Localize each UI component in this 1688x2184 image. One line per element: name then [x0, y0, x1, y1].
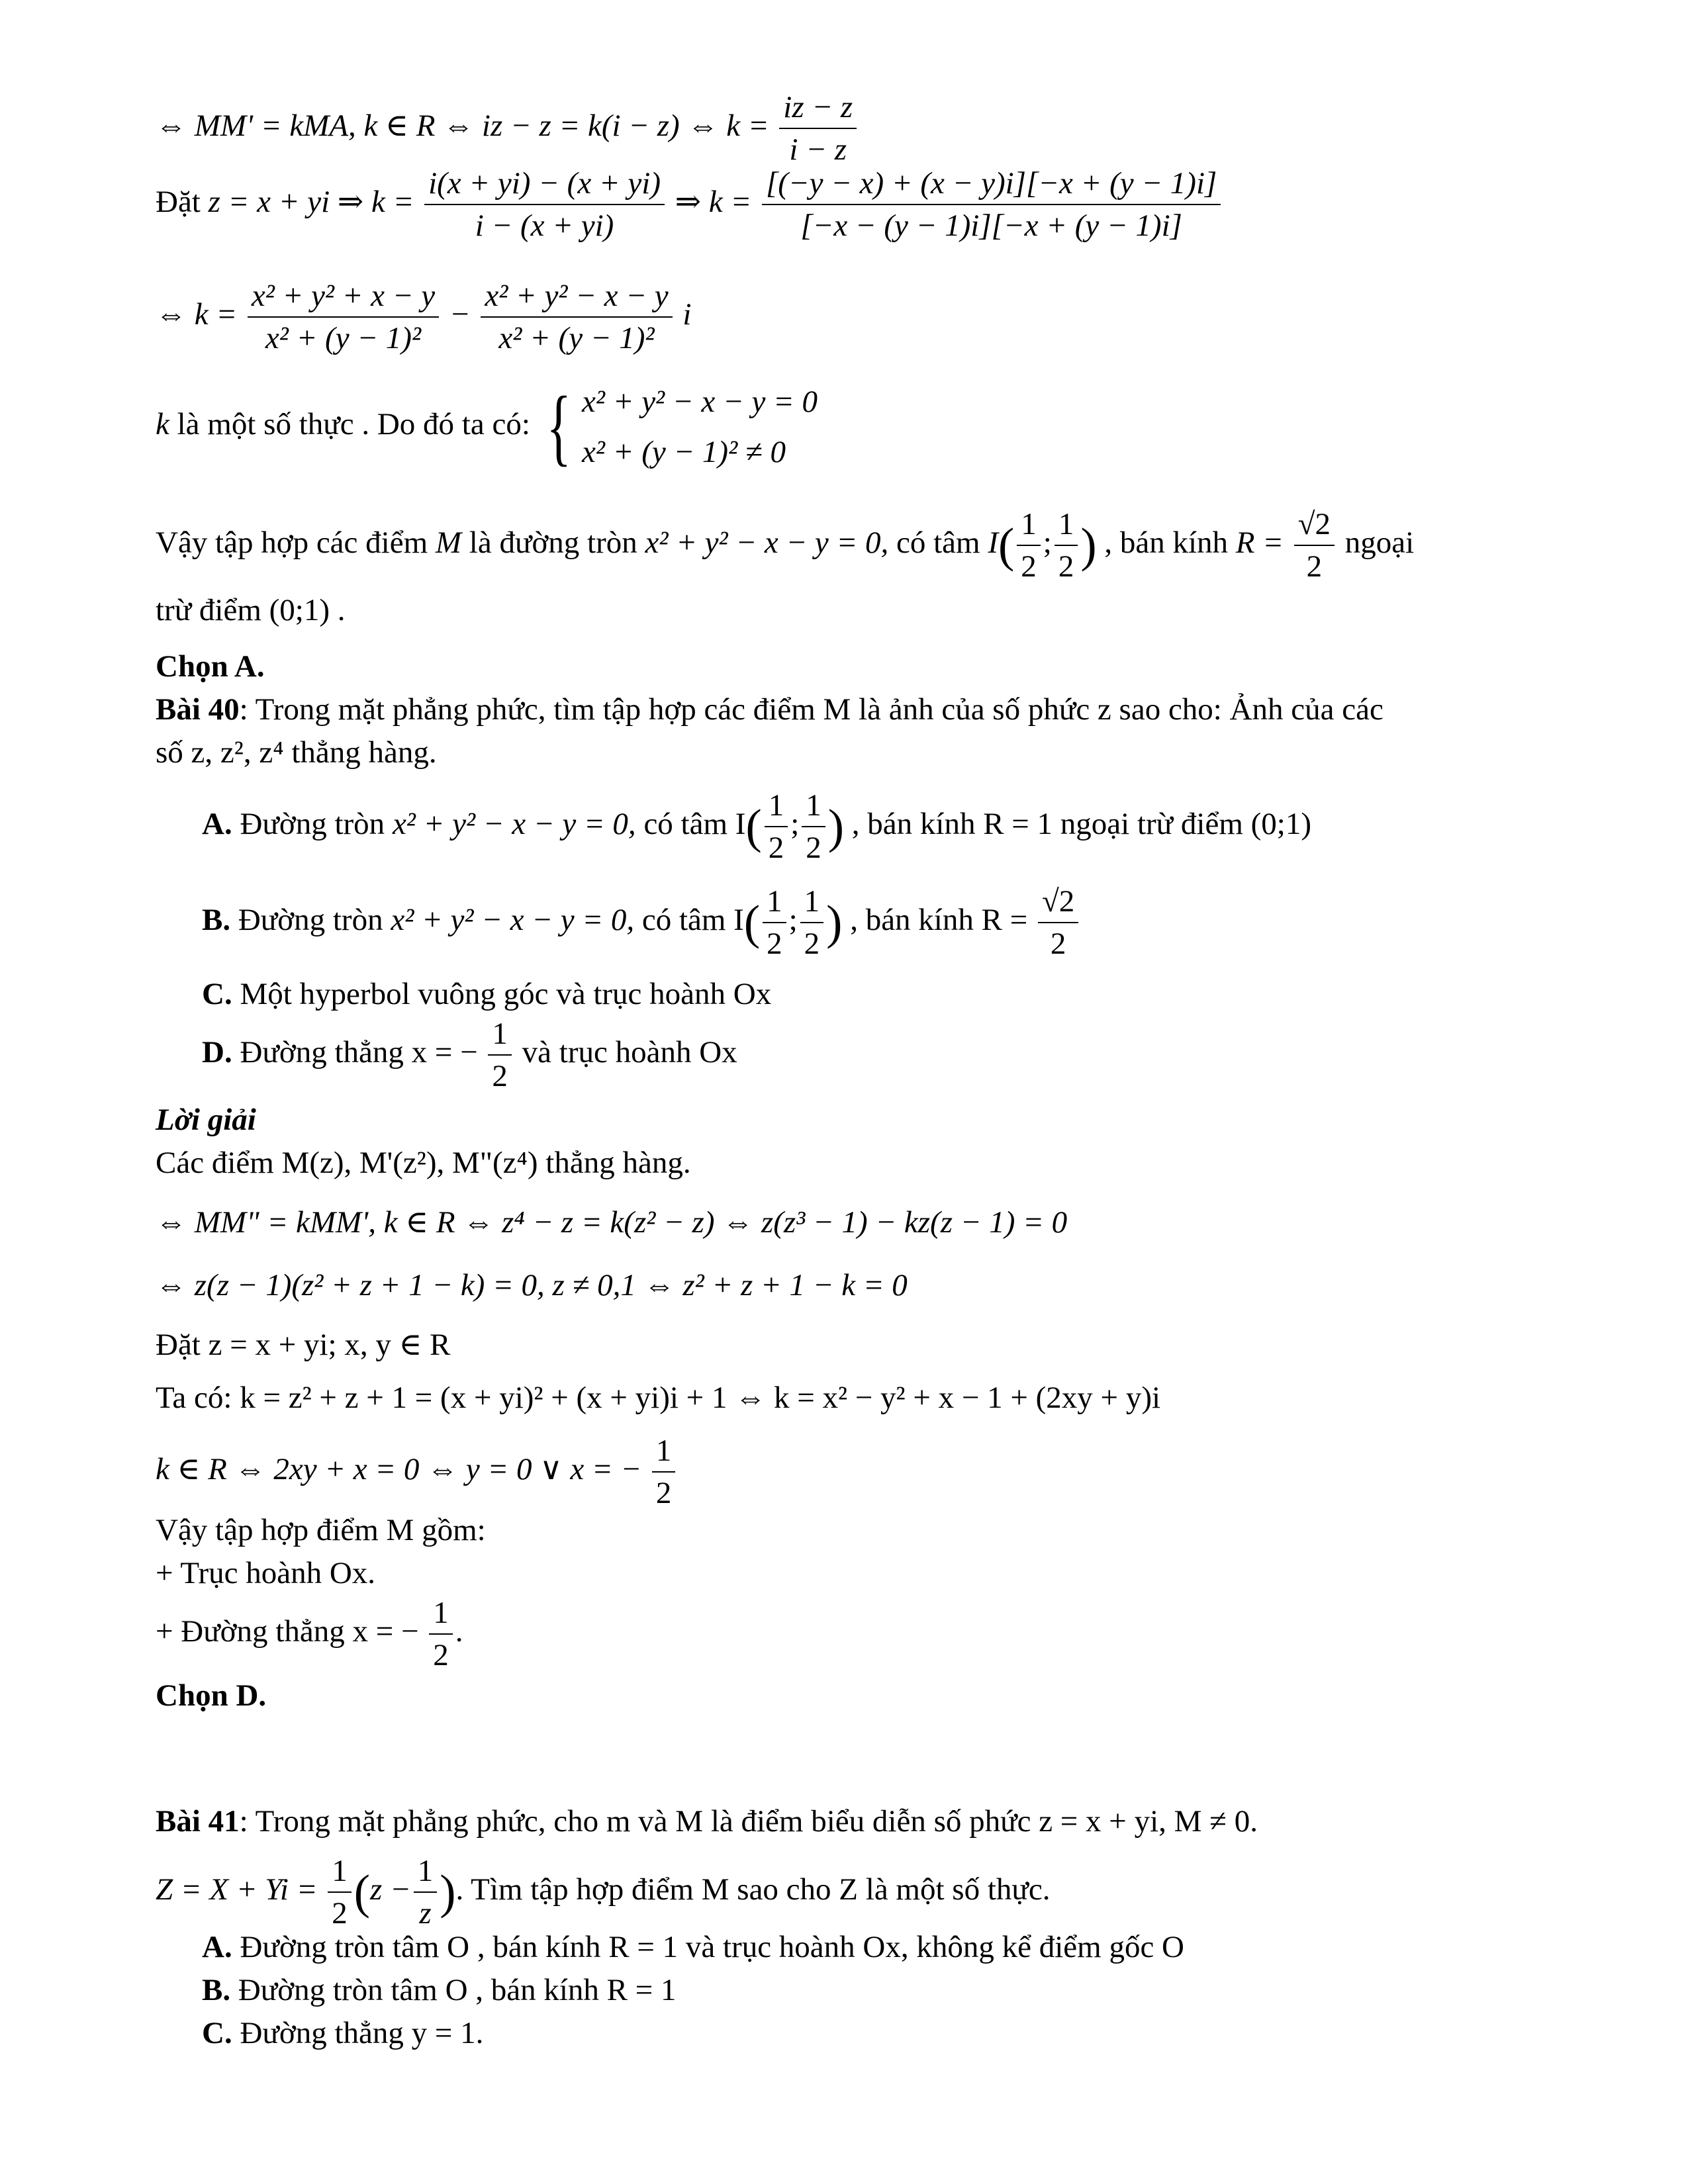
text: có tâm I — [641, 902, 744, 937]
problem-text: : Trong mặt phẳng phức, cho m và M là điểm biểu diễn số phức z = x + yi, M ≠ 0. — [239, 1804, 1258, 1839]
fraction — [763, 884, 786, 962]
fraction-numerator: 1 — [1055, 506, 1078, 546]
fraction-numerator: √2 — [1294, 506, 1335, 546]
equation-text: z − — [369, 1872, 411, 1907]
system-row: x² + y² − x − y = 0 — [582, 385, 818, 419]
fraction-numerator: 1 — [765, 788, 788, 827]
fraction — [1017, 506, 1041, 584]
text: có tâm — [896, 525, 980, 560]
text: + Đường thẳng x = − — [156, 1614, 419, 1649]
equation-text: ⇒ k = — [675, 184, 752, 219]
fraction-numerator: 1 — [429, 1595, 453, 1635]
solution-step-5: Ta có: k = z² + z + 1 = (x + yi)² + (x + yi)i + 1 ⇔ k = x² − y² + x − 1 + (2xy + y)i — [156, 1381, 1161, 1415]
text: ngoại — [1344, 525, 1415, 560]
solution-line-4 — [156, 379, 818, 475]
equation-text: R = — [1235, 525, 1284, 560]
option-text: Đường tròn tâm O , bán kính R = 1 — [238, 1973, 677, 2007]
equation-text: ⇔ k = — [156, 296, 238, 332]
solution-step-6 — [156, 1433, 678, 1511]
option-label: A. — [202, 1930, 232, 1964]
solution-step-7: Vậy tập hợp điểm M gồm: — [156, 1513, 486, 1547]
problem-label: Bài 41 — [156, 1804, 240, 1839]
solution-step-2: ⇔ MM" = kMM', k ∈ R ⇔ z⁴ − z = k(z² − z) ⇔ z(z³ − 1) − kz(z − 1) = 0 — [156, 1205, 1068, 1240]
text: . Tìm tập hợp điểm M sao cho Z là một số thực. — [455, 1872, 1051, 1907]
option-label: C. — [202, 977, 232, 1011]
option-label: C. — [202, 2016, 232, 2050]
option-text: Đường thẳng y = 1. — [240, 2016, 484, 2050]
fraction-numerator: 1 — [328, 1853, 352, 1893]
fraction-denominator: 2 — [806, 831, 821, 866]
fraction-denominator: 2 — [1050, 927, 1066, 962]
fraction — [488, 1016, 512, 1094]
system-row: x² + (y − 1)² ≠ 0 — [582, 435, 786, 470]
fraction-numerator: 1 — [763, 884, 786, 923]
text: Đường tròn — [238, 902, 383, 937]
problem-41-option-a — [202, 1929, 1184, 1965]
equation-text: x² + y² − x − y = 0, — [645, 525, 889, 560]
brace-icon: { — [546, 379, 571, 475]
solution-step-3: ⇔ z(z − 1)(z² + z + 1 − k) = 0, z ≠ 0,1 ⇔ z² + z + 1 − k = 0 — [156, 1268, 908, 1302]
text: Đặt — [156, 184, 201, 219]
solution-heading: Lời giải — [156, 1103, 256, 1137]
solution-line-6: trừ điểm (0;1) . — [156, 593, 346, 627]
fraction — [429, 1595, 453, 1673]
solution-step-1: Các điểm M(z), M'(z²), M"(z⁴) thẳng hàng. — [156, 1146, 691, 1180]
option-text: và trục hoành Ox — [522, 1034, 737, 1069]
fraction-denominator: [−x − (y − 1)i][−x + (y − 1)i] — [800, 208, 1182, 244]
fraction-denominator: i − z — [789, 132, 847, 167]
problem-41-heading — [156, 1803, 1258, 1839]
solution-line-3 — [156, 278, 691, 356]
fraction-denominator: x² + (y − 1)² — [265, 321, 422, 356]
fraction-numerator: x² + y² − x − y — [481, 278, 672, 318]
equation-text: ⇔ MM' = kMA, k ∈ R ⇔ iz − z = k(i − z) ⇔ k = — [156, 108, 769, 143]
equation-text: k ∈ R ⇔ 2xy + x = 0 ⇔ y = 0 ∨ x = − — [156, 1451, 642, 1486]
problem-40-heading — [156, 692, 1383, 727]
solution-step-8: + Trục hoành Ox. — [156, 1556, 376, 1590]
problem-40-option-a: A. Đường tròn x² + y² − x − y = 0, có tâm I( $\frac{1}{2}$ ; $\frac{1}{2}$ ) , bán kính R = 1 ngoại trừ điểm (0;1) — [202, 788, 1311, 866]
fraction-numerator: iz − z — [779, 89, 857, 129]
option-label: B. — [202, 902, 231, 937]
solution-step-4: Đặt z = x + yi; x, y ∈ R — [156, 1328, 451, 1362]
text: , bán kính R = 1 ngoại trừ điểm (0;1) — [851, 806, 1311, 841]
problem-40-option-c — [202, 976, 771, 1012]
text: là một số thực . Do đó ta có: — [177, 406, 530, 441]
problem-41-option-b — [202, 1972, 677, 2008]
fraction-denominator: z — [419, 1896, 432, 1931]
problem-label: Bài 40 — [156, 692, 240, 727]
fraction-denominator: 2 — [433, 1638, 449, 1673]
fraction — [328, 1853, 352, 1931]
fraction — [762, 165, 1221, 244]
solution-step-9 — [156, 1595, 463, 1673]
option-label: D. — [202, 1034, 232, 1069]
variable: k — [156, 406, 169, 441]
fraction-numerator: 1 — [802, 788, 825, 827]
answer-d: Chọn D. — [156, 1678, 267, 1713]
fraction-numerator: √2 — [1038, 884, 1078, 923]
fraction — [652, 1433, 676, 1511]
problem-40-option-d — [202, 1016, 737, 1094]
option-label: A. — [202, 806, 232, 841]
fraction-numerator: i(x + yi) − (x + yi) — [424, 165, 665, 205]
solution-line-5: Vậy tập hợp các điểm M là đường tròn x² + y² − x − y = 0, có tâm I( $\frac{1}{2}$ ; $\frac{1}{2}$ ) , bán kính R = $\frac{√2}{2}$ ngoại — [156, 507, 1415, 584]
equation-text: z = x + yi ⇒ k = — [208, 184, 414, 219]
fraction-denominator: 2 — [767, 927, 782, 962]
fraction-numerator: 1 — [488, 1016, 512, 1056]
solution-line-1 — [156, 89, 859, 167]
fraction-denominator: 2 — [655, 1476, 672, 1511]
problem-41-option-c — [202, 2015, 483, 2051]
solution-line-2 — [156, 165, 1223, 244]
fraction-denominator: 2 — [768, 831, 784, 866]
fraction — [765, 788, 788, 866]
problem-40-text-2: số z, z², z⁴ thẳng hàng. — [156, 735, 437, 770]
fraction-denominator: 2 — [804, 927, 820, 962]
fraction-numerator: [(−y − x) + (x − y)i][−x + (y − 1)i] — [762, 165, 1221, 205]
fraction-numerator: x² + y² + x − y — [248, 278, 439, 318]
equation-system — [538, 379, 818, 475]
equation-text: i — [682, 296, 692, 332]
fraction-numerator: 1 — [414, 1853, 438, 1893]
fraction-denominator: 2 — [492, 1059, 508, 1094]
fraction-numerator: 1 — [652, 1433, 676, 1473]
text: có tâm I — [643, 806, 746, 841]
text: Vậy tập hợp các điểm — [156, 525, 428, 560]
fraction — [481, 278, 672, 356]
text: Đường tròn — [240, 806, 385, 841]
fraction-denominator: 2 — [332, 1896, 348, 1931]
fraction — [424, 165, 665, 244]
fraction-denominator: i − (x + yi) — [475, 208, 614, 244]
fraction-denominator: 2 — [1021, 549, 1037, 584]
fraction — [1038, 884, 1078, 962]
fraction-denominator: 2 — [1306, 549, 1323, 584]
text: . — [455, 1614, 463, 1649]
text: , bán kính — [1104, 525, 1229, 560]
option-text: Đường thẳng x = − — [240, 1034, 478, 1069]
answer-a: Chọn A. — [156, 649, 265, 684]
equation-text: Z = X + Yi = — [156, 1872, 318, 1907]
fraction-denominator: x² + (y − 1)² — [498, 321, 655, 356]
problem-41-line-2: Z = X + Yi = $\frac{1}{2}$ (z − $\frac{1}{z}$ ). Tìm tập hợp điểm M sao cho Z là một số thực. — [156, 1854, 1051, 1931]
fraction-numerator: 1 — [800, 884, 824, 923]
variable: I — [988, 525, 999, 560]
fraction — [248, 278, 439, 356]
problem-text: : Trong mặt phẳng phức, tìm tập hợp các điểm M là ảnh của số phức z sao cho: Ảnh của các — [239, 692, 1383, 727]
text: , bán kính R = — [850, 902, 1028, 937]
fraction — [1294, 506, 1335, 584]
fraction-numerator: 1 — [1017, 506, 1041, 546]
problem-40-option-b: B. Đường tròn x² + y² − x − y = 0, có tâm I( $\frac{1}{2}$ ; $\frac{1}{2}$ ) , bán kính R = $\frac{√2}{2}$ — [202, 884, 1081, 962]
option-label: B. — [202, 1973, 231, 2007]
fraction — [800, 884, 824, 962]
variable: M — [435, 525, 462, 560]
equation-text: x² + y² − x − y = 0, — [392, 806, 636, 841]
equation-text: x² + y² − x − y = 0, — [391, 902, 635, 937]
fraction — [779, 89, 857, 167]
option-text: Một hyperbol vuông góc và trục hoành Ox — [240, 977, 772, 1011]
text: là đường tròn — [469, 525, 637, 560]
fraction — [802, 788, 825, 866]
fraction — [1055, 506, 1078, 584]
equation-text: − — [449, 296, 471, 332]
fraction — [414, 1853, 438, 1931]
option-text: Đường tròn tâm O , bán kính R = 1 và trục hoành Ox, không kể điểm gốc O — [240, 1930, 1184, 1964]
fraction-denominator: 2 — [1058, 549, 1074, 584]
